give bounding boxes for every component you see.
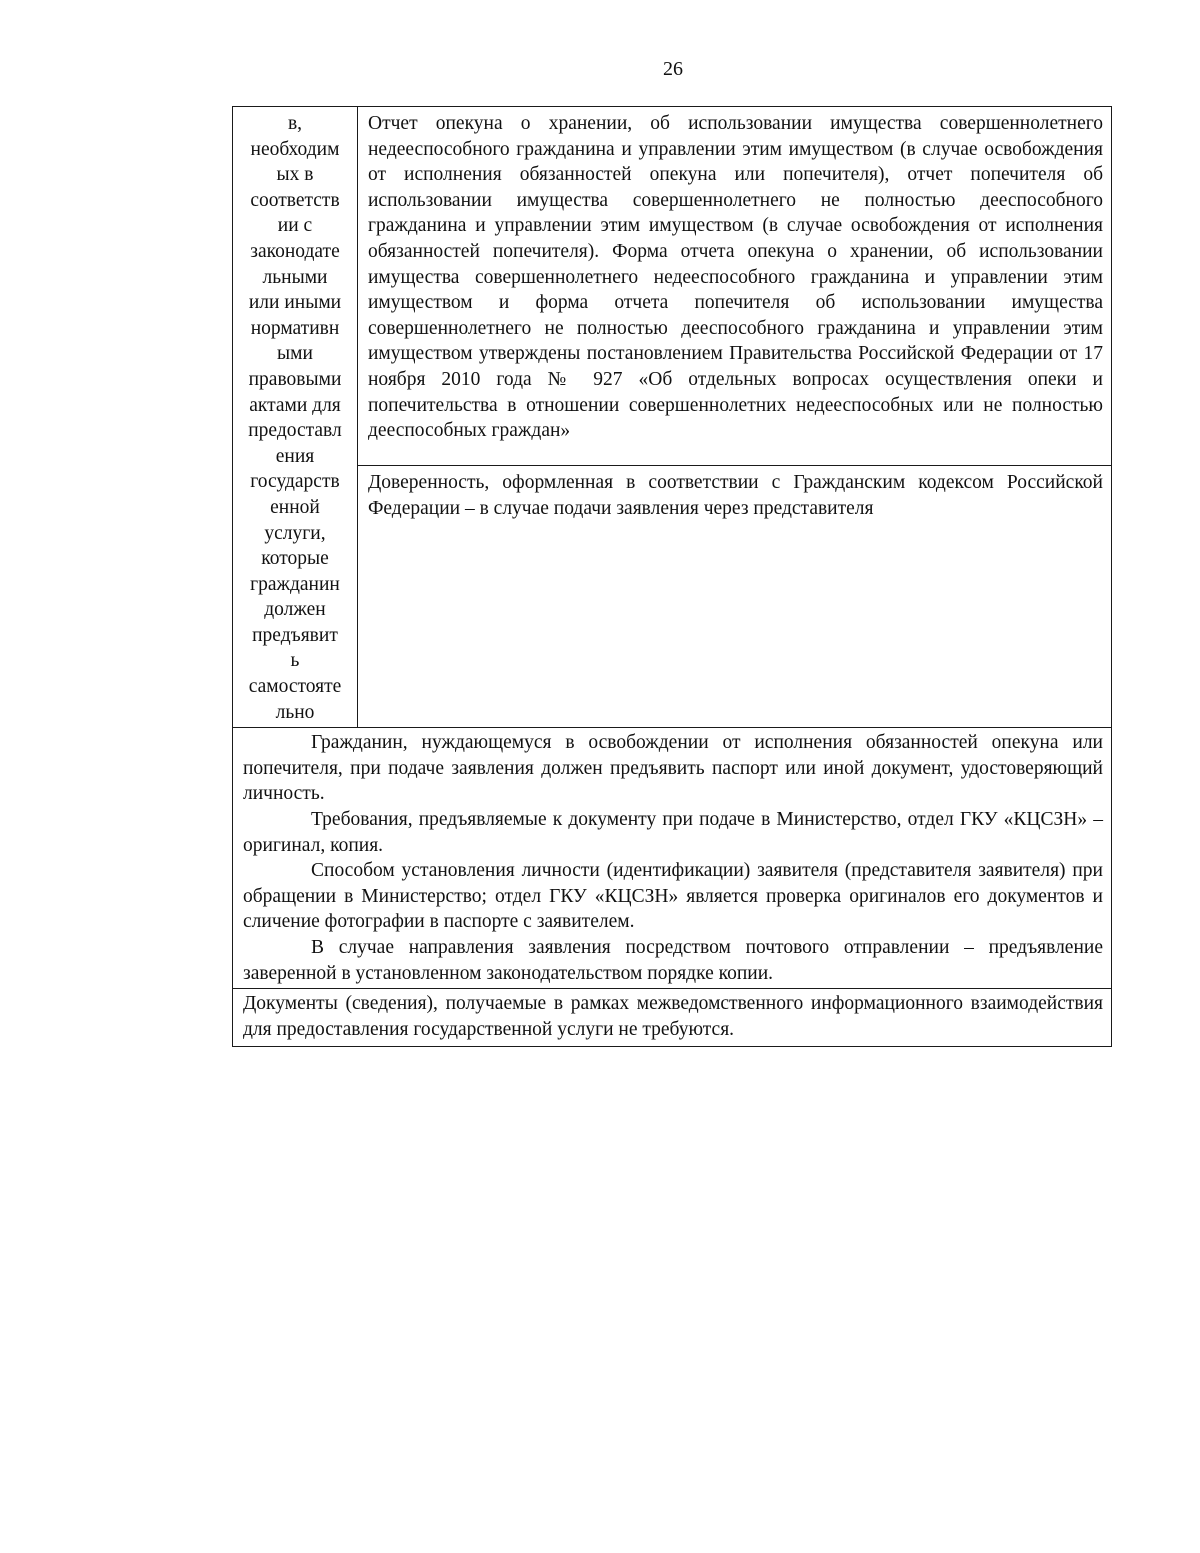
identity-paragraph: Способом установления личности (идентификации) заявителя (представителя заявителя) при обращении в Министерство; отдел ГКУ «КЦСЗН» является проверка оригиналов его документов и сличение фотографии в паспорте с заявителем. <box>243 860 1103 933</box>
power-of-attorney-cell: Доверенность, оформленная в соответствии с Гражданским кодексом Российской Федерации – в случае подачи заявления через представителя <box>358 466 1112 728</box>
document-category-cell: в, необходим ых в соответств ии с законодате льными или иными нормативн ыми правовыми актами для предоставл ения государств енной услуги, которые гражданин должен предъявит ь самостояте льно <box>233 107 358 728</box>
identity-requirements-cell <box>233 728 1112 989</box>
identity-paragraph: Гражданин, нуждающемуся в освобождении от исполнения обязанностей опекуна или попечителя, при подаче заявления должен предъявить паспорт или иной документ, удостоверяющий личность. <box>243 732 1103 805</box>
table-row <box>233 989 1112 1047</box>
table-row <box>233 466 1112 728</box>
documents-table <box>232 106 1112 1047</box>
identity-paragraph: Требования, предъявляемые к документу при подаче в Министерство, отдел ГКУ «КЦСЗН» – оригинал, копия. <box>243 809 1103 856</box>
table-row <box>233 107 1112 466</box>
guardian-report-cell: Отчет опекуна о хранении, об использовании имущества совершеннолетнего недееспособного гражданина и управлении этим имуществом (в случае освобождения от исполнения обязанностей опекуна или попечителя), отчет попечителя об использовании имущества совершеннолетнего не полностью дееспособного гражданина и управлении этим имуществом (в случае освобождения от исполнения обязанностей попечителя). Форма отчета опекуна о хранении, об использовании имущества совершеннолетнего недееспособного гражданина и управлении этим имуществом и форма отчета попечителя об использовании имущества совершеннолетнего не полностью дееспособного гражданина и управлении этим имуществом утверждены постановлением Правительства Российской Федерации от 17 ноября 2010 года № 927 «Об отдельных вопросах осуществления опеки и попечительства в отношении совершеннолетних недееспособных или не полностью дееспособных граждан» <box>358 107 1112 466</box>
table-row <box>233 728 1112 989</box>
page-number: 26 <box>663 58 683 80</box>
identity-paragraph: В случае направления заявления посредством почтового отправлении – предъявление заверенной в установленном законодательством порядке копии. <box>243 937 1103 984</box>
interagency-note-cell: Документы (сведения), получаемые в рамках межведомственного информационного взаимодействия для предоставления государственной услуги не требуются. <box>233 989 1112 1047</box>
